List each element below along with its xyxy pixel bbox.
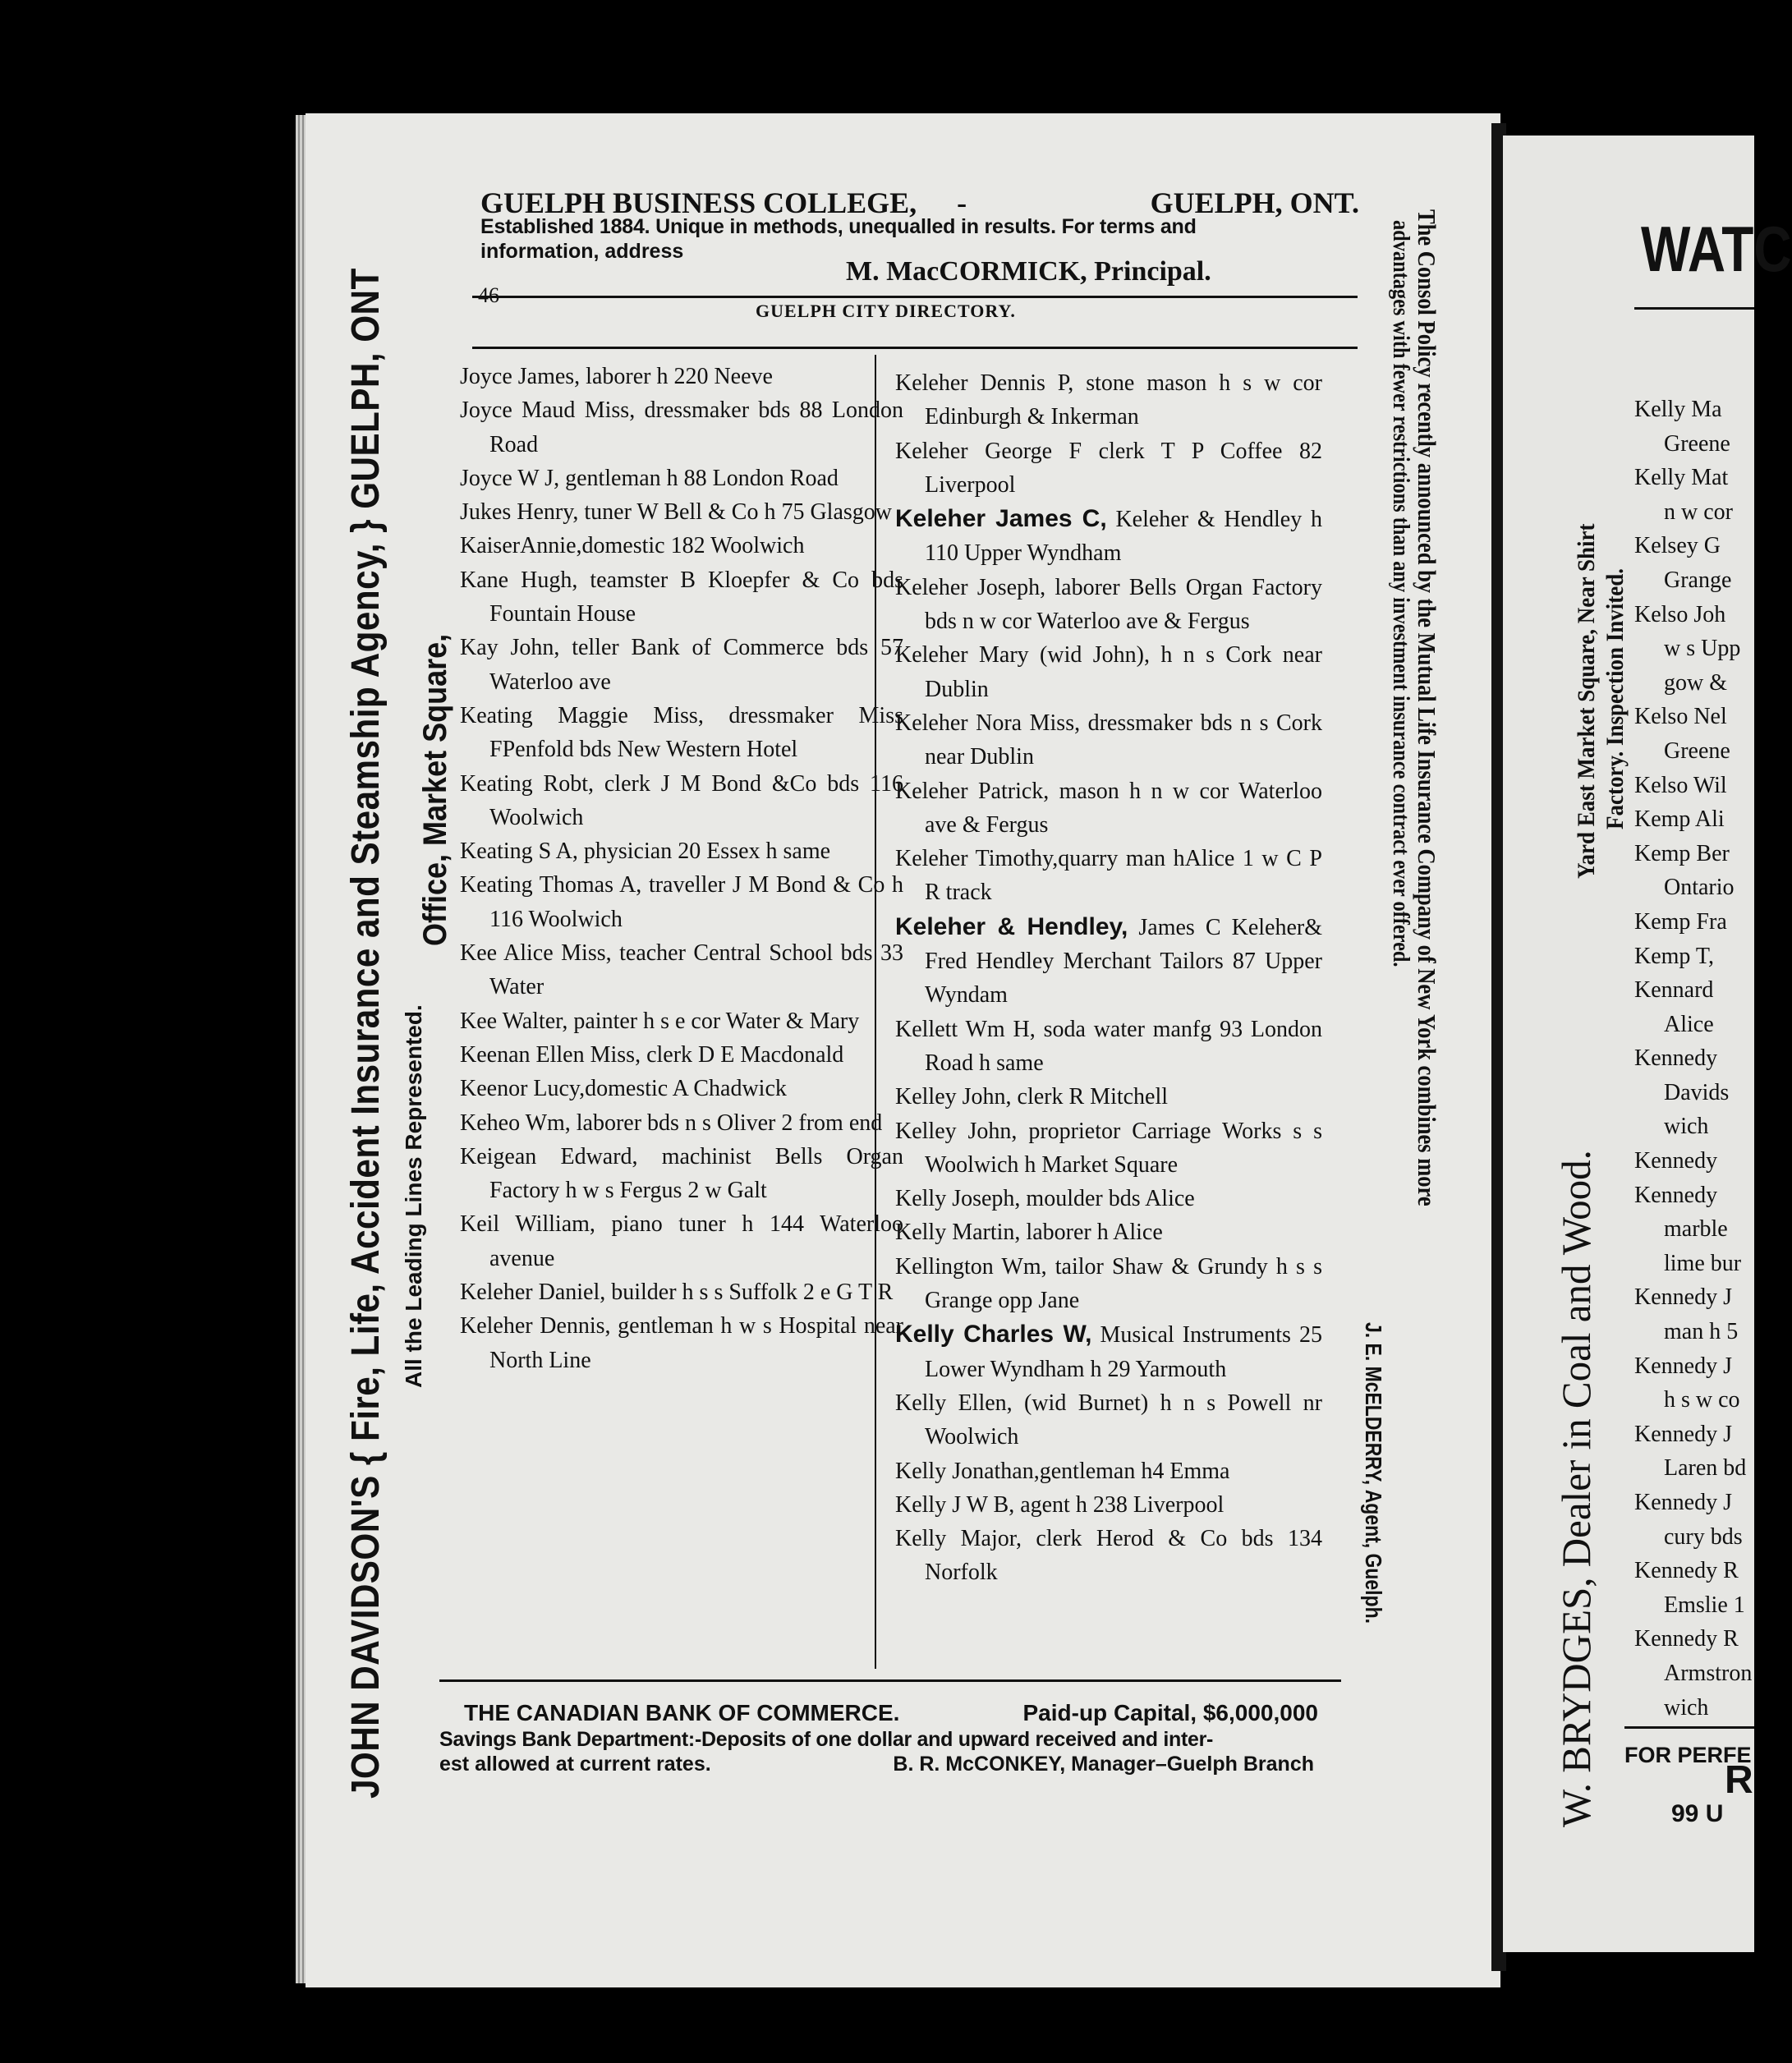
directory-entry: KaiserAnnie,domestic 182 Woolwich	[460, 533, 805, 559]
next-page-entry-fragment: cury bds	[1664, 1523, 1743, 1550]
next-page-column	[1634, 393, 1754, 1725]
directory-entry: Kee Alice Miss, teacher Central School bds 33 Water	[460, 940, 903, 1000]
next-page-footer-line1: FOR PERFE	[1624, 1743, 1752, 1767]
directory-entry: Joyce Maud Miss, dressmaker bds 88 London Road	[460, 397, 903, 457]
brydges-ad-main: W. BRYDGES, Dealer in Coal and Wood.	[1553, 1150, 1599, 1827]
davidson-ad-sub2: Office, Market Square,	[417, 633, 453, 946]
college-ad-principal: M. MacCORMICK, Principal.	[846, 256, 1211, 287]
next-page-entry-fragment: Kennedy J	[1634, 1421, 1732, 1447]
directory-entry-text: Keleher Patrick, mason h n w cor Waterloo ave & Fergus	[895, 778, 1322, 838]
directory-entry-text: Kelly Martin, laborer h Alice	[895, 1220, 1163, 1246]
right-column	[895, 366, 1322, 1590]
college-ad-line3a: information, address	[480, 240, 684, 263]
next-page-entry-fragment: h s w co	[1664, 1387, 1740, 1413]
next-page-entry-fragment: man h 5	[1664, 1319, 1739, 1345]
brydges-ad-sub2: Factory. Inspection Invited.	[1601, 567, 1629, 829]
directory-entry-text: Keleher Nora Miss, dressmaker bds n s Cork near Dublin	[895, 710, 1322, 770]
next-page-entry-fragment: Kennedy	[1634, 1148, 1718, 1174]
next-page-entry-fragment: Kelly Mat	[1634, 465, 1729, 491]
left-column	[460, 360, 903, 1377]
directory-entry	[895, 1386, 1322, 1454]
next-page-entry-fragment: Kennedy	[1634, 1045, 1718, 1072]
directory-entry-text: James C Keleher& Fred Hendley Merchant Tailors 87 Upper Wyndam	[925, 914, 1322, 1009]
page-number: 46	[478, 283, 499, 307]
directory-entry-text: Keleher & Hendley h 110 Upper Wyndham	[925, 507, 1323, 567]
directory-entry: Keating S A, physician 20 Essex h same	[460, 839, 831, 865]
directory-entry-text: Kellington Wm, tailor Shaw & Grundy h s s Grange opp Jane	[895, 1253, 1322, 1314]
college-name: GUELPH BUSINESS COLLEGE,	[480, 186, 917, 219]
directory-entry-bold-name: Keleher & Hendley,	[895, 912, 1128, 940]
directory-entry: Keheo Wm, laborer bds n s Oliver 2 from end	[460, 1110, 883, 1136]
directory-entry	[895, 1013, 1322, 1081]
next-page-entry-fragment: wich	[1664, 1114, 1709, 1140]
next-page-entry-fragment: wich	[1664, 1694, 1709, 1721]
bank-rates: est allowed at current rates.	[439, 1753, 711, 1776]
next-page-entry-fragment: Ontario	[1664, 875, 1735, 901]
directory-entry-text: Kelley John, proprietor Carriage Works s s Woolwich h Market Square	[895, 1118, 1322, 1178]
directory-entry	[895, 774, 1322, 843]
directory-entry-text: Keleher Dennis P, stone mason h s w cor Edinburgh & Inkerman	[895, 370, 1322, 430]
next-page-entry-fragment: Laren bd	[1664, 1455, 1747, 1482]
next-page-entry-fragment: Armstron	[1664, 1660, 1753, 1686]
directory-entry-text: Kelley John, clerk R Mitchell	[895, 1084, 1169, 1110]
mutual-life-ad-line2: advantages with fewer restrictions than any investment insurance contract ever offered.	[1388, 220, 1414, 967]
bank-manager: B. R. McCONKEY, Manager–Guelph Branch	[893, 1753, 1314, 1776]
directory-entry: Joyce James, laborer h 220 Neeve	[460, 364, 773, 389]
directory-entry: Keil William, piano tuner h 144 Waterloo avenue	[460, 1211, 903, 1271]
directory-entry: Keleher Dennis, gentleman h w s Hospital near North Line	[460, 1313, 903, 1373]
directory-entry: Keigean Edward, machinist Bells Organ Factory h w s Fergus 2 w Galt	[460, 1143, 903, 1204]
directory-entry: Keating Maggie Miss, dressmaker Miss FPenfold bds New Western Hotel	[460, 702, 903, 763]
next-page-entry-fragment: Kennedy R	[1634, 1558, 1739, 1584]
bank-ad-line3	[439, 1753, 1314, 1776]
directory-entry-bold-name: Keleher James C,	[895, 505, 1107, 533]
directory-entry	[895, 1114, 1322, 1183]
next-page-entry-fragment: Kennedy J	[1634, 1353, 1732, 1379]
directory-entry	[895, 1317, 1322, 1386]
directory-entry-text: Kelly Ellen, (wid Burnet) h n s Powell nr Woolwich	[895, 1390, 1322, 1450]
next-page-footer-line2: R	[1725, 1758, 1753, 1802]
next-page-entry-fragment: Grange	[1664, 567, 1732, 593]
bank-ad-line1	[464, 1700, 1318, 1726]
directory-entry	[895, 366, 1322, 434]
directory-entry	[895, 842, 1322, 910]
directory-entry: Keating Robt, clerk J M Bond &Co bds 116 Woolwich	[460, 770, 903, 830]
mutual-life-ad-agent: J. E. McELDERRY, Agent, Guelph.	[1361, 1322, 1386, 1624]
next-page-entry-fragment: Emslie 1	[1664, 1592, 1745, 1618]
next-page-entry-fragment: Kennedy J	[1634, 1490, 1732, 1515]
next-page-entry-fragment: Kelso Joh	[1634, 601, 1726, 627]
next-page-entry-fragment: Kemp Ber	[1634, 840, 1730, 866]
next-page-entry-fragment: Alice	[1664, 1011, 1714, 1037]
directory-entry-text: Kelly J W B, agent h 238 Liverpool	[895, 1491, 1225, 1518]
next-page-entry-fragment: Kelso Nel	[1634, 704, 1727, 730]
directory-entry: Keenor Lucy,domestic A Chadwick	[460, 1076, 787, 1102]
next-page-footer-rule	[1624, 1726, 1754, 1729]
directory-entry	[895, 1488, 1322, 1522]
next-page-entry-fragment: Kennedy	[1634, 1182, 1718, 1208]
next-page-entry-fragment: n w cor	[1664, 499, 1733, 525]
directory-entry	[895, 706, 1322, 774]
bank-capital: Paid-up Capital, $6,000,000	[1022, 1700, 1318, 1725]
next-page-entry-fragment: Kennedy R	[1634, 1626, 1739, 1652]
directory-entry	[895, 1454, 1322, 1488]
next-page-entry-fragment: Kelsey G	[1634, 533, 1721, 559]
directory-entry: Keating Thomas A, traveller J M Bond & Co h 116 Woolwich	[460, 872, 903, 932]
next-page-entry-fragment: Greene	[1664, 737, 1730, 764]
next-page-header: WATC	[1641, 213, 1792, 285]
next-page-entry-fragment: Kemp T,	[1634, 943, 1714, 969]
running-title: GUELPH CITY DIRECTORY.	[756, 301, 1016, 321]
bank-ad-line2: Savings Bank Department:-Deposits of one dollar and upward received and inter-	[439, 1728, 1214, 1751]
next-page-entry-fragment: Kemp Ali	[1634, 806, 1725, 833]
directory-entry: Kane Hugh, teamster B Kloepfer & Co bds Fountain House	[460, 567, 903, 627]
college-ad-line2: Established 1884. Unique in methods, unequalled in results. For terms and	[480, 215, 1197, 238]
directory-entry-bold-name: Kelly Charles W,	[895, 1321, 1092, 1349]
directory-entry-text: Keleher Mary (wid John), h n s Cork near Dublin	[895, 642, 1322, 702]
directory-entry-text: Musical Instruments 25 Lower Wyndham h 29 Yarmouth	[925, 1322, 1322, 1382]
next-page-entry-fragment: Kelso Wil	[1634, 772, 1727, 798]
directory-entry-text: Keleher Timothy,quarry man hAlice 1 w C P R track	[895, 846, 1322, 906]
directory-entry-text: Keleher George F clerk T P Coffee 82 Liverpool	[895, 438, 1322, 498]
directory-entry: Jukes Henry, tuner W Bell & Co h 75 Glasgow	[460, 499, 892, 526]
next-page-footer-line3: 99 U	[1671, 1800, 1724, 1827]
directory-entry	[895, 1182, 1322, 1215]
directory-entry: Keleher Daniel, builder h s s Suffolk 2 e G T R	[460, 1280, 894, 1306]
header-rule	[472, 296, 1358, 298]
directory-entry: Keenan Ellen Miss, clerk D E Macdonald	[460, 1041, 844, 1068]
next-page-entry-fragment: Kennedy J	[1634, 1284, 1732, 1311]
running-title-rule	[472, 347, 1358, 349]
davidson-ad-main: JOHN DAVIDSON'S { Fire, Life, Accident Insurance and Steamship Agency, } GUELPH, ONT	[344, 268, 388, 1799]
next-page-entry-fragment: Davids	[1664, 1079, 1730, 1105]
footer-rule	[439, 1679, 1341, 1682]
directory-entry: Kay John, teller Bank of Commerce bds 57 Waterloo ave	[460, 635, 903, 695]
directory-entry	[895, 1215, 1322, 1249]
next-page-entry-fragment: Kennard	[1634, 977, 1714, 1004]
directory-entry: Joyce W J, gentleman h 88 London Road	[460, 465, 839, 491]
directory-entry-text: Kelly Jonathan,gentleman h4 Emma	[895, 1458, 1230, 1484]
mutual-life-ad-line1: The Consol Policy recently announced by the Mutual Life Insurance Company of New York combines more	[1413, 209, 1441, 1206]
davidson-ad-sub1: All the Leading Lines Represented.	[401, 1004, 426, 1388]
directory-entry	[895, 434, 1322, 503]
directory-entry-text: Kelly Joseph, moulder bds Alice	[895, 1186, 1195, 1212]
directory-entry-text: Keleher Joseph, laborer Bells Organ Factory bds n w cor Waterloo ave & Fergus	[895, 574, 1322, 635]
directory-entry: Kee Walter, painter h s e cor Water & Mary	[460, 1008, 860, 1034]
directory-entry	[895, 1080, 1322, 1114]
directory-entry	[895, 571, 1322, 639]
directory-entry	[895, 638, 1322, 706]
next-page-entry-fragment: w s Upp	[1664, 636, 1741, 662]
bank-name: THE CANADIAN BANK OF COMMERCE.	[464, 1700, 900, 1725]
next-page-entry-fragment: Greene	[1664, 430, 1730, 457]
directory-entry	[895, 910, 1322, 1013]
brydges-ad-sub1: Yard East Market Square, Near Shirt	[1573, 523, 1600, 879]
next-page-entry-fragment: lime bur	[1664, 1250, 1742, 1276]
next-page-entry-fragment: marble	[1664, 1216, 1728, 1243]
directory-entry-text: Kelly Major, clerk Herod & Co bds 134 Norfolk	[895, 1526, 1322, 1586]
directory-entry	[895, 502, 1322, 571]
directory-entry	[895, 1250, 1322, 1318]
next-page-entry-fragment: Kelly Ma	[1634, 397, 1722, 422]
next-page-header-rule	[1634, 307, 1754, 310]
directory-entry	[895, 1522, 1322, 1590]
next-page-entry-fragment: Kemp Fra	[1634, 908, 1727, 935]
college-city: GUELPH, ONT.	[1150, 186, 1359, 219]
directory-entry-text: Kellett Wm H, soda water manfg 93 London Road h same	[895, 1016, 1322, 1076]
next-page-entry-fragment: gow &	[1664, 669, 1727, 696]
college-dash: -	[957, 186, 967, 219]
